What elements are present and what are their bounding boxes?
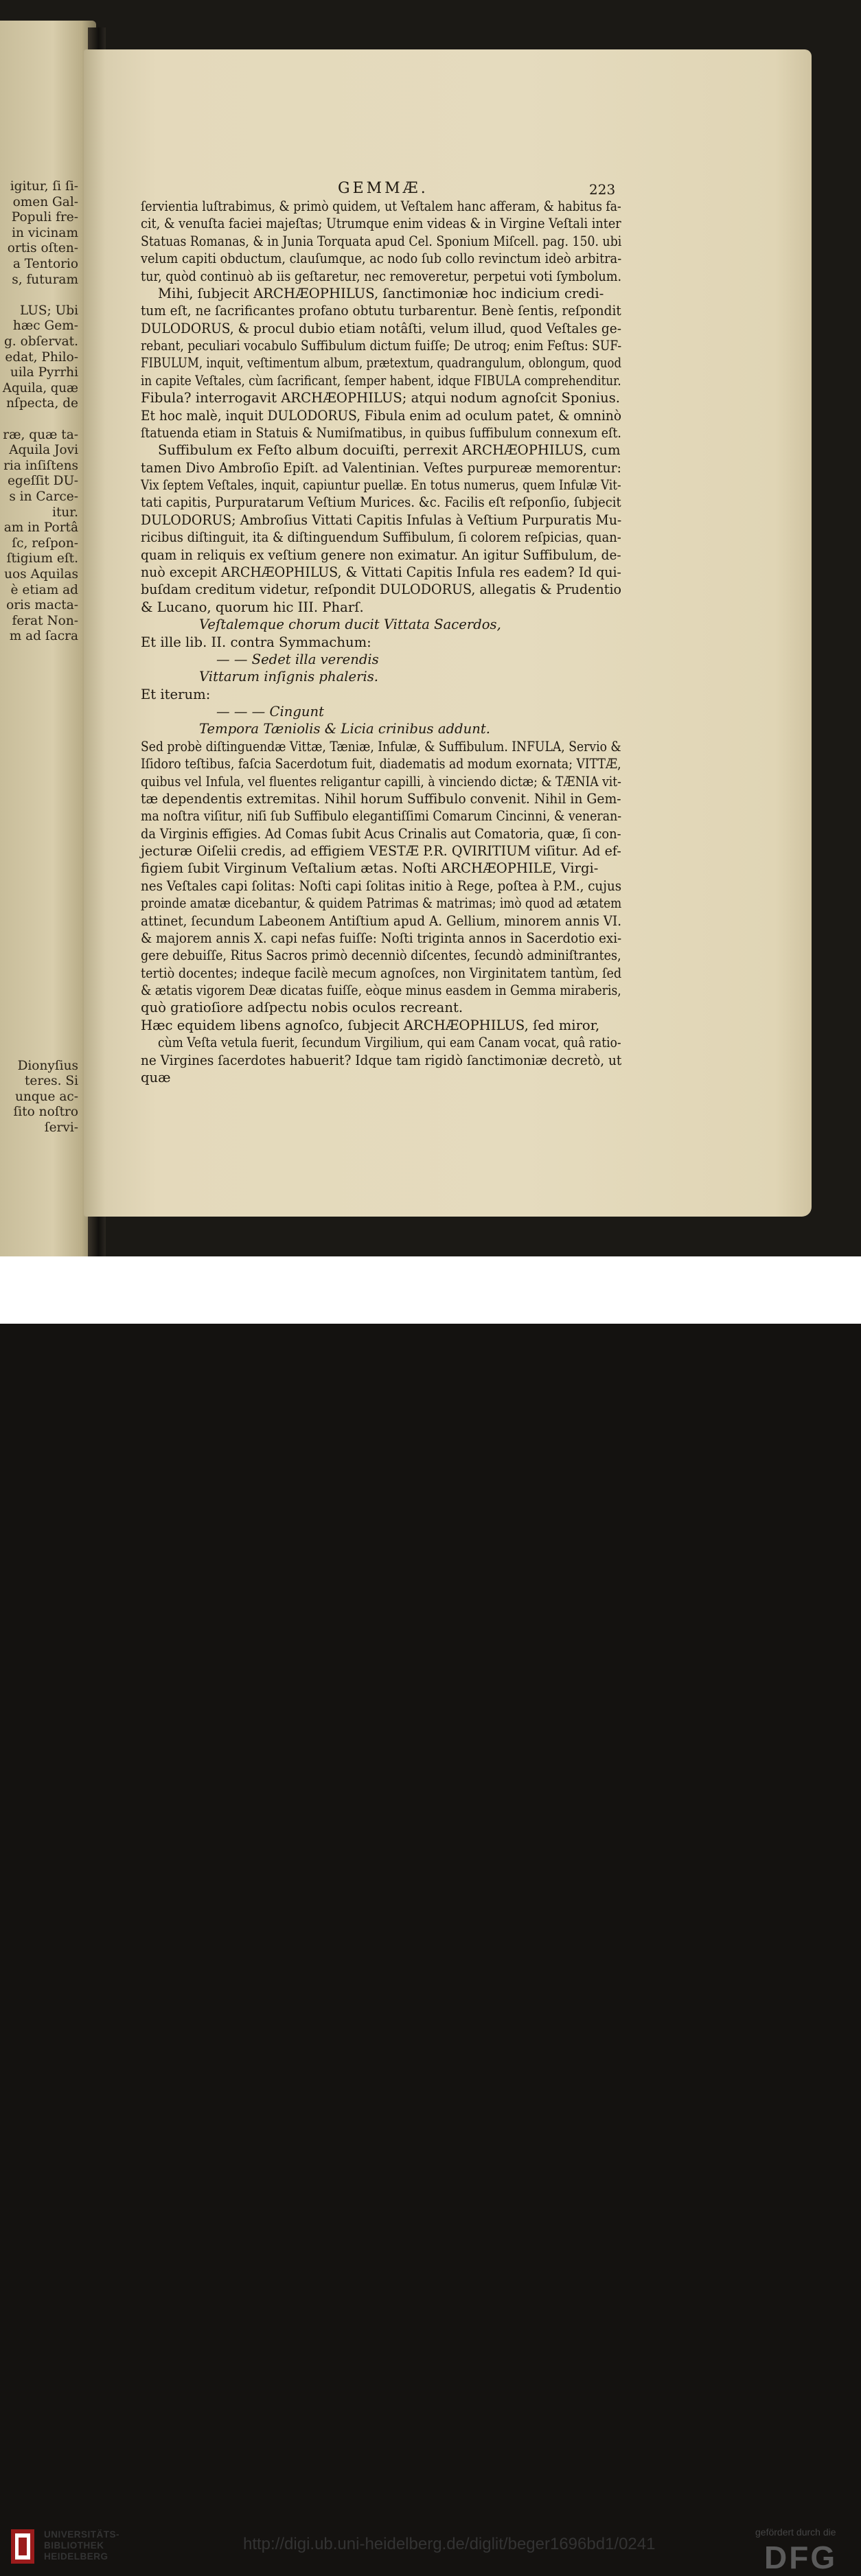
text-line: Suffibulum ex Feſto album docuiſti, perrexit ARCHÆOPHILUS, cum: [158, 442, 621, 459]
facing-page-line: am in Portâ: [3, 520, 78, 536]
facing-page-line: ſc, reſpon-: [12, 536, 78, 551]
text-line: rebant, peculiari vocabulo Suffibulum dictum fuiſſe; De utroq; enim Feſtus: SUF-: [141, 338, 622, 354]
scan-area: [0, 0, 861, 1256]
text-line: quam in reliquis ex veſtium genere non eximatur. An igitur Suffibulum, de-: [141, 547, 621, 563]
text-line: ricibus diſtinguit, ita & diſtinguendum Suffibulum, ſi colorem reſpicias, quan-: [141, 529, 621, 546]
page-text: [0, 0, 861, 1256]
text-line: — — — Cingunt: [216, 704, 324, 720]
text-line: Tempora Tæniolis & Licia crinibus addunt.: [199, 721, 490, 737]
text-line: tati capitis, Purpuratarum Veſtium Murices. &c. Facilis eſt reſponſio, ſubjecit: [141, 494, 621, 511]
dfg-logo: DFG: [764, 2540, 838, 2575]
facing-page-line: Dionyſius: [17, 1058, 78, 1073]
facing-page-line: hæc Gem-: [12, 319, 78, 334]
university-seal-icon: [8, 2525, 37, 2568]
text-line: buſdam creditum videtur, reſpondit DULODORUS, allegatis & Prudentio: [141, 582, 622, 598]
facing-page-line: ſtigium eſt.: [6, 551, 78, 566]
facing-page-line: teres. Si: [24, 1074, 78, 1089]
text-line: tum eſt, ne ſacrificantes profano obtutu turbarentur. Benè ſentis, reſpondit: [141, 303, 621, 319]
text-line: in capite Veſtales, cùm ſacrificant, ſemper habent, idque FIBULA comprehenditur.: [141, 372, 621, 389]
running-head: GEMMÆ.: [338, 180, 428, 197]
facing-page-line: ſervi-: [44, 1120, 78, 1135]
text-line: proinde amatæ dicebantur, & quidem Patrimas & matrimas; imò quod ad ætatem: [141, 895, 622, 912]
facing-page-line: è etiam ad: [10, 582, 78, 597]
text-line: figiem ſubit Virginum Veſtalium ætas. Noſti ARCHÆOPHILE, Virgi-: [141, 860, 599, 877]
text-line: Statuas Romanas, & in Junia Torquata apud Cel. Sponium Miſcell. pag. 150. ubi: [141, 233, 622, 249]
facing-page-line: unque ac-: [14, 1089, 78, 1104]
text-line: tertiò docentes; indeque facilè mecum agnoſces, non Virginitatem tantùm, ſed: [141, 965, 622, 981]
facing-page-line: ria inſiſtens: [3, 458, 78, 473]
facing-page-line: uos Aquilas: [4, 567, 78, 582]
facing-page-line: ferat Non-: [12, 613, 78, 628]
facing-page-line: omen Gal-: [12, 194, 78, 209]
facing-page-line: ſito noſtro: [13, 1105, 78, 1120]
facing-page-line: m ad ſacra: [9, 629, 78, 644]
text-line: Iſidoro teſtibus, faſcia Sacerdotum fuit, diadematis ad modum exornata; VITTÆ,: [141, 756, 621, 772]
text-line: tæ dependentis extremitas. Nihil horum Suffibulo convenit. Nihil in Gem-: [141, 790, 621, 807]
text-line: ſtatuenda etiam in Statuis & Numiſmatibus, in quibus ſuffibulum connexum eſt.: [141, 424, 621, 441]
text-line: nuò excepit ARCHÆOPHILUS, & Vittati Capitis Infula res eadem? Id qui-: [141, 564, 621, 580]
institution-line-1: UNIVERSITÄTS-: [44, 2529, 120, 2540]
facing-page-line: uila Pyrrhi: [10, 365, 78, 380]
text-line: tamen Divo Ambroſio Epiſt. ad Valentinian. Veſtes purpureæ memorentur:: [141, 459, 621, 476]
facing-page-line: nſpecta, de: [6, 396, 78, 411]
facing-page-line: Populi fre-: [11, 210, 78, 225]
text-line: attinet, ſecundum Labeonem Antiſtium apud A. Gellium, minorem annis VI.: [141, 912, 622, 929]
text-line: jecturæ Oiſelii credis, ad effigiem VESTÆ P.R. QVIRITIUM viſitur. Ad ef-: [141, 843, 621, 860]
text-line: Mihi, ſubjecit ARCHÆOPHILUS, ſanctimoniæ hoc indicium credi-: [158, 285, 604, 301]
text-line: da Virginis effigies. Ad Comas ſubit Acus Crinalis aut Comatoria, quæ, ſi con-: [141, 825, 621, 842]
text-line: Et ille lib. II. contra Symmachum:: [141, 634, 371, 650]
text-line: Vittarum inſignis phaleris.: [199, 669, 379, 685]
page-number: 223: [589, 181, 616, 198]
text-line: velum capiti obductum, clauſumque, ac nodo ſub collo revinctum ideò arbitra-: [141, 251, 622, 267]
facing-page-line: egeſſit DU-: [7, 474, 78, 489]
facing-page-line: ortis oſten-: [7, 241, 78, 256]
text-line: gere debuiſſe, Ritus Sacros primò decenniò diſcentes, ſecundò adminiſtrantes,: [141, 947, 621, 964]
institution-line-3: HEIDELBERG: [44, 2551, 108, 2562]
funding-caption: gefördert durch die: [755, 2527, 836, 2538]
facing-page-line: edat, Philo-: [5, 349, 78, 365]
facing-page-line: oris macta-: [6, 598, 78, 613]
facing-page-line: igitur, ſi ſi-: [10, 179, 78, 194]
text-line: Hæc equidem libens agnoſco, ſubjecit ARCHÆOPHILUS, ſed miror,: [141, 1017, 600, 1033]
text-line: DULODORUS; Ambroſius Vittati Capitis Infulas à Veſtium Purpuratis Mu-: [141, 511, 622, 528]
facing-page-line: in vicinam: [12, 225, 78, 240]
facing-page-line: s, futuram: [12, 272, 78, 287]
facing-page-line: a Tentorio: [12, 257, 78, 271]
text-line: quibus vel Infula, vel fluentes religantur capilli, à vinciendo dictæ; & TÆNIA vit-: [141, 773, 621, 790]
text-line: & majorem annis X. capi nefas fuiſſe: Noſti triginta annos in Sacerdotio exi-: [141, 930, 622, 946]
facing-page-line: s in Carce-: [9, 490, 78, 504]
facing-page-line: LUS; Ubi: [19, 303, 78, 318]
text-line: Fibula? interrogavit ARCHÆOPHILUS; atqui nodum agnoſcit Sponius.: [141, 390, 621, 406]
text-line: cùm Veſta vetula fuerit, ſecundum Virgilium, qui eam Canam vocat, quâ ratio-: [158, 1035, 621, 1051]
facing-page-line: g. obſervat.: [3, 334, 78, 349]
viewer-footer: [0, 1256, 861, 2575]
text-line: DULODORUS, & procul dubio etiam notâſti, velum illud, quod Veſtales ge-: [141, 320, 622, 336]
facing-page-line: itur.: [52, 505, 78, 520]
facing-page-line: ræ, quæ ta-: [3, 427, 78, 442]
text-line: quæ: [141, 1070, 171, 1085]
institution-line-2: BIBLIOTHEK: [44, 2540, 104, 2551]
text-line: ſervientia luſtrabimus, & primò quidem, ut Veſtalem hanc afferam, & habitus fa-: [141, 198, 621, 214]
text-line: Vix ſeptem Veſtales, inquit, capiuntur puellæ. En totus numerus, quem Infulæ Vit-: [141, 477, 621, 494]
text-line: Et iterum:: [141, 686, 211, 702]
text-line: quò gratioſiore adſpectu nobis oculos recreant.: [141, 1000, 463, 1016]
text-line: & ætatis vigorem Deæ dicatas fuiſſe, eòque minus easdem in Gemma miraberis,: [141, 982, 621, 999]
text-line: Sed probè diſtinguendæ Vittæ, Tæniæ, Infulæ, & Suffibulum. INFULA, Servio &: [141, 738, 621, 755]
text-line: Veſtalemque chorum ducit Vittata Sacerdos,: [199, 617, 501, 633]
text-line: FIBULUM, inquit, veſtimentum album, prætextum, quadrangulum, oblongum, quod: [141, 355, 622, 371]
facing-page-line: Aquila Jovi: [9, 443, 78, 458]
text-line: cit, & venuſta faciei majeſtas; Utrumque enim videas & in Virgine Veſtali inter: [141, 216, 621, 232]
text-line: ma noſtra viſitur, niſi ſub Suffibulo elegantiſſimi Comarum Cincinni, & veneran-: [141, 808, 622, 825]
permalink-url[interactable]: http://digi.ub.uni-heidelberg.de/diglit/beger1696bd1/0241: [243, 2535, 656, 2553]
text-line: ne Virgines ſacerdotes habuerit? Idque tam rigidò ſanctimoniæ decretò, ut: [141, 1052, 622, 1068]
text-line: Et hoc malè, inquit DULODORUS, Fibula enim ad oculum patet, & omninò: [141, 407, 621, 424]
text-line: & Lucano, quorum hic III. Pharſ.: [141, 599, 364, 615]
text-line: nes Veſtales capi ſolitas: Noſti capi ſolitas initio à Rege, poſtea à P.M., cujus: [141, 877, 622, 894]
text-line: tur, quòd continuò ab iis geſtaretur, nec removeretur, perpetui voti ſymbolum.: [141, 268, 622, 284]
text-line: — — Sedet illa verendis: [216, 651, 379, 667]
facing-page-line: Aquila, quæ: [3, 380, 78, 395]
